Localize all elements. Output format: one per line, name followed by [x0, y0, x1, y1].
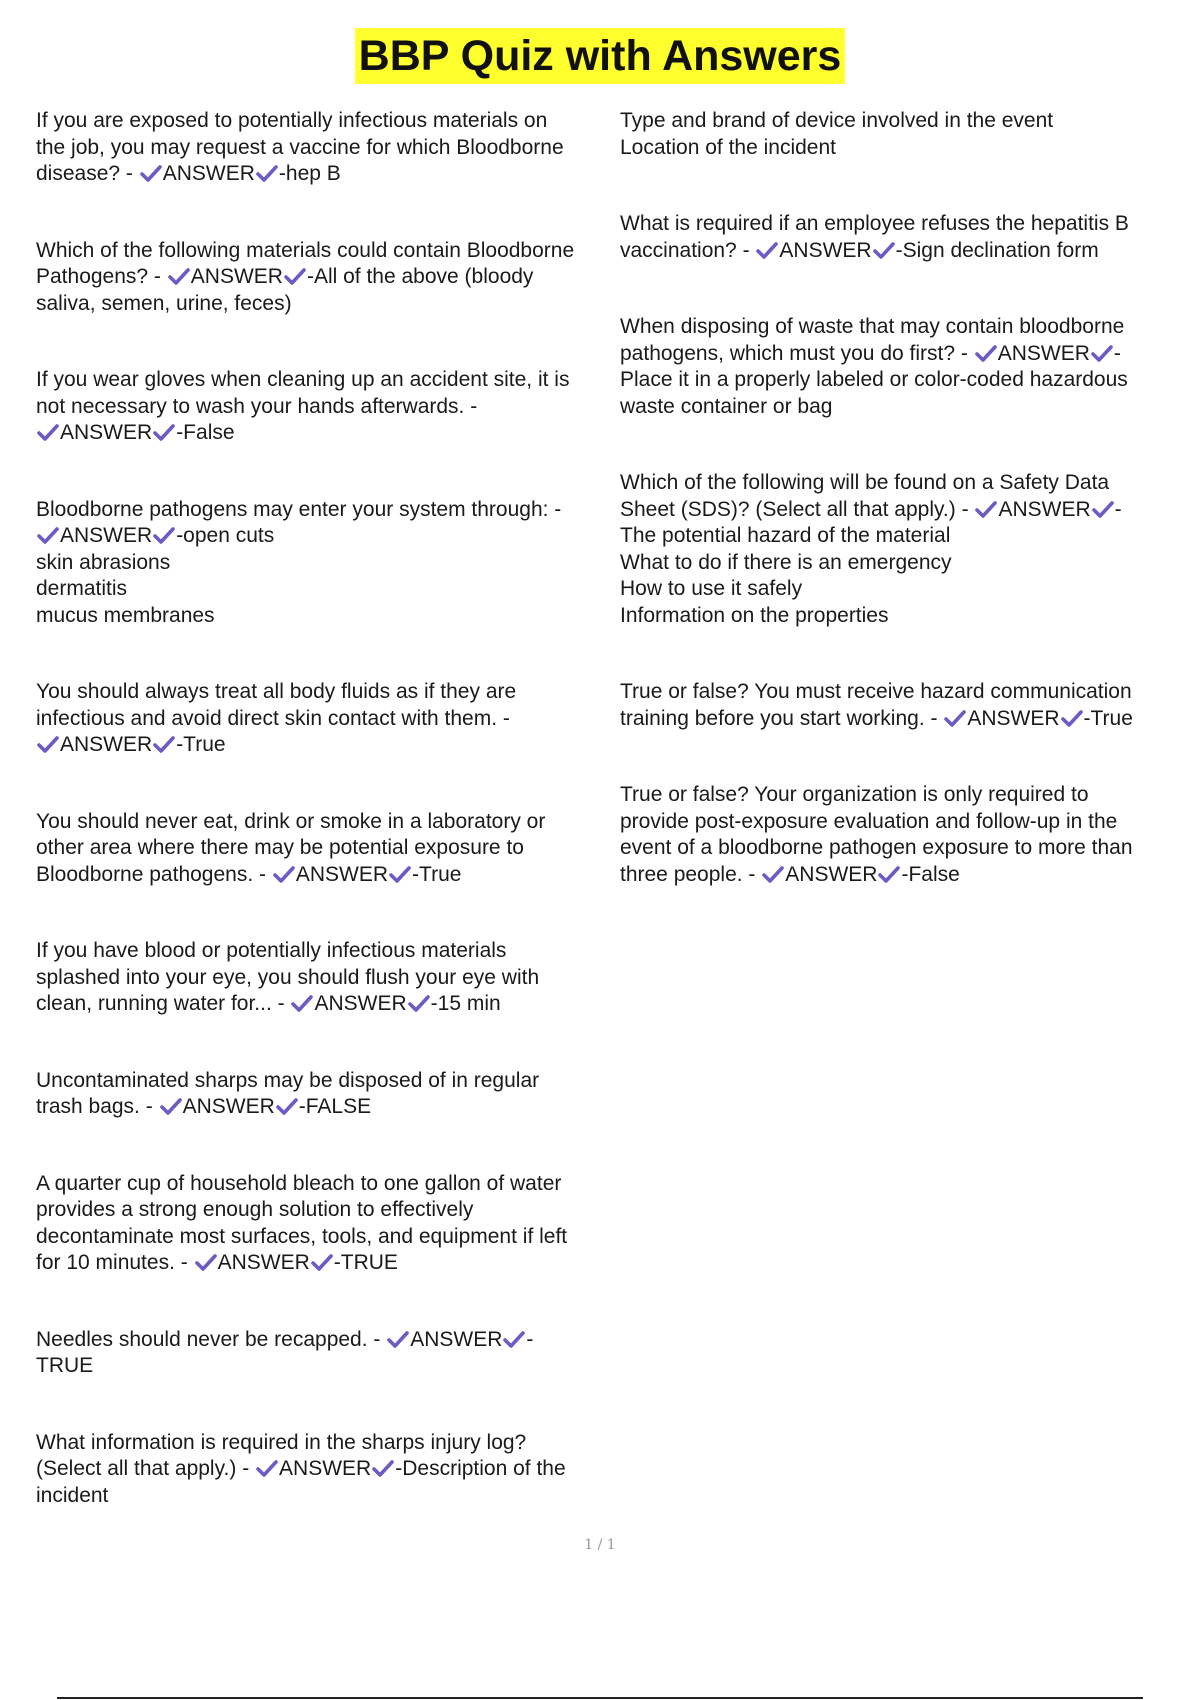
checkmark-icon — [311, 1253, 333, 1271]
checkmark-icon — [168, 267, 190, 285]
checkmark-icon — [387, 1330, 409, 1348]
checkmark-icon — [256, 1459, 278, 1477]
checkmark-icon — [37, 735, 59, 753]
checkmark-icon — [372, 1459, 394, 1477]
left-qa-item — [36, 938, 611, 1018]
qa-line: The potential hazard of the material — [620, 524, 951, 547]
answer-marker: ANSWER — [217, 1251, 310, 1274]
answer-marker: ANSWER — [60, 733, 153, 756]
qa-line: for 10 minutes. - ANSWER -TRUE — [36, 1251, 398, 1274]
answer-marker: ANSWER — [779, 238, 872, 262]
qa-line: Sheet (SDS)? (Select all that apply.) - ANSWER - — [620, 497, 1122, 521]
right-qa-item — [620, 211, 1185, 264]
left-qa-item — [36, 1327, 611, 1380]
qa-line: A quarter cup of household bleach to one gallon of water — [36, 1171, 562, 1195]
qa-line: provides a strong enough solution to effectively — [36, 1198, 474, 1221]
qa-line: three people. - ANSWER -False — [620, 862, 960, 886]
qa-line: Which of the following materials could contain Bloodborne — [36, 238, 575, 262]
qa-line: clean, running water for... - ANSWER -15 min — [36, 992, 501, 1015]
checkmark-icon — [284, 267, 306, 285]
qa-line: (Select all that apply.) - ANSWER -Description of the — [36, 1457, 566, 1480]
qa-line: mucus membranes — [36, 603, 215, 627]
page-title: BBP Quiz with Answers — [355, 28, 846, 84]
answer-marker: ANSWER — [410, 1327, 503, 1351]
left-qa-item — [36, 1068, 611, 1121]
qa-line: provide post-exposure evaluation and follow-up in the — [620, 809, 1118, 833]
right-qa-item — [620, 782, 1185, 888]
qa-line: If you have blood or potentially infectious materials — [36, 939, 507, 962]
qa-line: If you are exposed to potentially infectious materials on — [36, 109, 548, 132]
page-title-wrapper — [0, 28, 1200, 84]
qa-line: Which of the following will be found on a Safety Data — [620, 471, 1110, 494]
qa-line: True or false? Your organization is only required to — [620, 783, 1089, 806]
checkmark-icon — [37, 526, 59, 544]
right-column — [620, 108, 1185, 938]
left-qa-item — [36, 809, 611, 889]
answer-marker: ANSWER — [279, 1457, 372, 1480]
qa-line: You should never eat, drink or smoke in a laboratory or — [36, 809, 546, 833]
qa-line: Type and brand of device involved in the event — [620, 109, 1054, 132]
qa-line: Needles should never be recapped. - ANSWER - — [36, 1327, 534, 1351]
checkmark-icon — [153, 735, 175, 753]
checkmark-icon — [273, 865, 295, 883]
left-qa-item — [36, 1430, 611, 1510]
qa-line: Information on the properties — [620, 603, 889, 627]
qa-line: You should always treat all body fluids as if they are — [36, 680, 517, 703]
qa-line: Bloodborne pathogens may enter your system through: - — [36, 497, 562, 521]
qa-line: skin abrasions — [36, 550, 171, 574]
checkmark-icon — [1092, 500, 1114, 518]
checkmark-icon — [195, 1253, 217, 1271]
qa-line: incident — [36, 1483, 109, 1507]
qa-line: What information is required in the sharps injury log? — [36, 1430, 527, 1454]
qa-line: not necessary to wash your hands afterwards. - — [36, 394, 478, 418]
answer-marker: ANSWER — [967, 706, 1060, 730]
checkmark-icon — [944, 709, 966, 727]
qa-line: saliva, semen, urine, feces) — [36, 291, 292, 315]
checkmark-icon — [153, 423, 175, 441]
qa-line: How to use it safely — [620, 577, 803, 600]
answer-marker: ANSWER — [162, 162, 255, 185]
qa-line: trash bags. - ANSWER -FALSE — [36, 1095, 372, 1118]
right-qa-item — [620, 108, 1185, 161]
answer-marker: ANSWER — [998, 497, 1091, 521]
qa-line: infectious and avoid direct skin contact with them. - — [36, 706, 510, 730]
qa-line: event of a bloodborne pathogen exposure to more than — [620, 836, 1133, 859]
qa-line: Uncontaminated sharps may be disposed of in regular — [36, 1068, 540, 1092]
right-qa-item — [620, 314, 1185, 420]
qa-line: Pathogens? - ANSWER -All of the above (bloody — [36, 265, 534, 288]
qa-line: True or false? You must receive hazard communication — [620, 680, 1132, 703]
left-qa-item — [36, 679, 611, 759]
qa-line: When disposing of waste that may contain bloodborne — [620, 315, 1125, 338]
right-qa-item — [620, 679, 1185, 732]
qa-line: other area where there may be potential exposure to — [36, 836, 524, 859]
bottom-rule — [57, 1697, 1143, 1699]
left-qa-item — [36, 238, 611, 318]
answer-marker: ANSWER — [190, 265, 283, 288]
answer-marker: ANSWER — [785, 862, 878, 886]
checkmark-icon — [140, 164, 162, 182]
checkmark-icon — [389, 865, 411, 883]
answer-marker: ANSWER — [182, 1095, 275, 1118]
checkmark-icon — [975, 500, 997, 518]
checkmark-icon — [503, 1330, 525, 1348]
checkmark-icon — [160, 1097, 182, 1115]
checkmark-icon — [762, 865, 784, 883]
answer-marker: ANSWER — [997, 341, 1090, 365]
qa-line: splashed into your eye, you should flush your eye with — [36, 965, 540, 989]
qa-line: dermatitis — [36, 577, 128, 600]
qa-line: Bloodborne pathogens. - ANSWER -True — [36, 862, 462, 886]
checkmark-icon — [1061, 709, 1083, 727]
checkmark-icon — [153, 526, 175, 544]
checkmark-icon — [408, 994, 430, 1012]
answer-marker: ANSWER — [60, 421, 153, 444]
qa-line: What to do if there is an emergency — [620, 550, 952, 574]
qa-line: Place it in a properly labeled or color-coded hazardous — [620, 368, 1128, 391]
right-qa-item — [620, 470, 1185, 629]
qa-line: ANSWER -True — [36, 732, 611, 759]
left-qa-item — [36, 108, 611, 188]
answer-marker: ANSWER — [295, 862, 389, 886]
qa-line: What is required if an employee refuses the hepatitis B — [620, 212, 1129, 235]
qa-line: the job, you may request a vaccine for which Bloodborne — [36, 135, 564, 159]
qa-line: decontaminate most surfaces, tools, and equipment if left — [36, 1224, 568, 1248]
page-number: 1 / 1 — [584, 1537, 616, 1553]
checkmark-icon — [975, 344, 997, 362]
checkmark-icon — [873, 241, 895, 259]
left-qa-item — [36, 367, 611, 447]
qa-line: If you wear gloves when cleaning up an accident site, it is — [36, 368, 570, 391]
qa-line: Location of the incident — [620, 135, 836, 159]
checkmark-icon — [256, 164, 278, 182]
checkmark-icon — [878, 865, 900, 883]
checkmark-icon — [756, 241, 778, 259]
qa-line: waste container or bag — [620, 394, 833, 418]
checkmark-icon — [1091, 344, 1113, 362]
qa-line: training before you start working. - ANSWER -True — [620, 706, 1133, 730]
qa-line: ANSWER -open cuts — [36, 523, 611, 550]
qa-line: TRUE — [36, 1354, 94, 1377]
left-column — [36, 108, 611, 1559]
qa-line: disease? - ANSWER -hep B — [36, 162, 341, 185]
left-qa-item — [36, 1171, 611, 1277]
qa-line: pathogens, which must you do first? - ANSWER - — [620, 341, 1121, 365]
qa-line: vaccination? - ANSWER -Sign declination form — [620, 238, 1099, 262]
qa-line: ANSWER -False — [36, 420, 611, 447]
checkmark-icon — [291, 994, 313, 1012]
answer-marker: ANSWER — [60, 524, 153, 547]
answer-marker: ANSWER — [314, 992, 407, 1015]
checkmark-icon — [37, 423, 59, 441]
checkmark-icon — [276, 1097, 298, 1115]
left-qa-item — [36, 497, 611, 630]
